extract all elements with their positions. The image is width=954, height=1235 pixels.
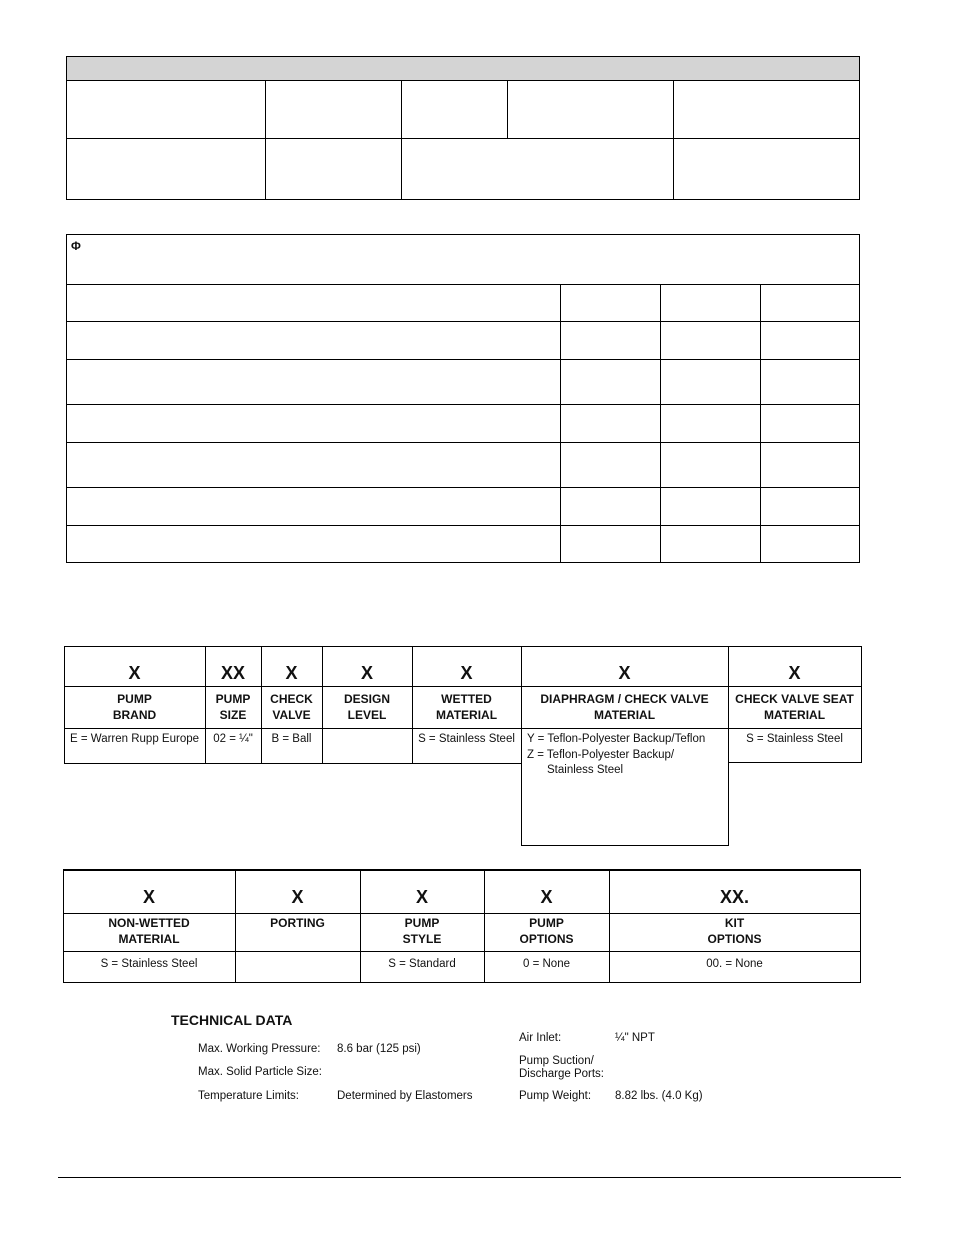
diaphragm-option-z: Z = Teflon-Polyester Backup/	[527, 748, 675, 761]
code-pump-options: X	[540, 887, 553, 907]
code-pump-size: XX	[220, 663, 245, 683]
form-table-2-col-line	[660, 284, 661, 563]
header-wetted-material: WETTED MATERIAL	[435, 692, 498, 722]
table-line	[64, 686, 862, 687]
footer-rule	[58, 1177, 901, 1178]
value-pump-brand: E = Warren Rupp Europe	[69, 733, 199, 745]
table-line	[861, 646, 862, 763]
value-diaphragm-material	[527, 732, 727, 779]
form-table-2-row-line	[66, 321, 860, 322]
form-table-2-row-line	[66, 442, 860, 443]
header-diaphragm-material: DIAPHRAGM / CHECK VALVE MATERIAL	[540, 692, 709, 722]
spec-value-temperature: Determined by Elastomers	[337, 1090, 473, 1102]
spec-label-max-pressure: Max. Working Pressure:	[198, 1043, 321, 1055]
form-table-2-row-line	[66, 404, 860, 405]
spec-label-ports: Pump Suction/ Discharge Ports:	[519, 1055, 605, 1080]
spec-label-temperature: Temperature Limits:	[198, 1090, 299, 1102]
table-line	[63, 869, 861, 871]
note-symbol: Φ	[71, 239, 81, 253]
form-table-1-divider	[66, 138, 860, 139]
code-kit-options: XX.	[719, 887, 749, 907]
code-diaphragm-material: X	[618, 663, 631, 683]
table-line	[64, 763, 521, 764]
value-kit-options: 00. = None	[706, 958, 763, 970]
spec-value-pump-weight: 8.82 lbs. (4.0 Kg)	[615, 1090, 703, 1102]
value-pump-size: 02 = ¼"	[213, 733, 253, 745]
spec-value-air-inlet: ¼" NPT	[615, 1032, 655, 1044]
form-table-2-row-line	[66, 525, 860, 526]
table-line	[64, 728, 862, 729]
spec-label-solid-particle: Max. Solid Particle Size:	[198, 1066, 322, 1078]
form-table-2-row-line	[66, 284, 860, 285]
table-line	[63, 913, 861, 914]
value-wetted-material: S = Stainless Steel	[418, 733, 515, 745]
code-pump-brand: X	[128, 663, 141, 683]
table-line	[63, 982, 861, 983]
header-pump-style: PUMP STYLE	[402, 916, 442, 946]
diaphragm-option-z-cont: Stainless Steel	[547, 764, 624, 776]
code-check-valve: X	[285, 663, 298, 683]
code-design-level: X	[360, 663, 373, 683]
form-table-2-row-line	[66, 359, 860, 360]
header-kit-options: KIT OPTIONS	[707, 916, 762, 946]
form-table-1-divider	[673, 80, 674, 200]
table-line	[521, 845, 729, 846]
spec-label-air-inlet: Air Inlet:	[519, 1032, 562, 1044]
value-seat-material: S = Stainless Steel	[746, 733, 843, 745]
header-non-wetted-material: NON-WETTED MATERIAL	[108, 916, 190, 946]
code-seat-material: X	[788, 663, 801, 683]
table-line	[63, 951, 861, 952]
value-pump-style: S = Standard	[388, 958, 456, 970]
header-pump-size: PUMP SIZE	[215, 692, 251, 722]
value-pump-options: 0 = None	[523, 958, 570, 970]
spec-value-max-pressure: 8.6 bar (125 psi)	[337, 1043, 421, 1055]
form-table-1	[66, 56, 860, 200]
header-check-valve: CHECK VALVE	[270, 692, 313, 722]
form-table-2-col-line	[560, 284, 561, 563]
form-table-1-divider	[265, 80, 266, 200]
value-check-valve: B = Ball	[271, 733, 312, 745]
header-pump-brand: PUMP BRAND	[112, 692, 157, 722]
header-seat-material: CHECK VALVE SEAT MATERIAL	[735, 692, 854, 722]
form-table-2-col-line	[760, 284, 761, 563]
table-line	[64, 646, 862, 647]
form-table-2-row-line	[66, 487, 860, 488]
table-line	[728, 762, 862, 763]
table-line	[860, 869, 861, 983]
code-wetted-material: X	[460, 663, 473, 683]
code-non-wetted-material: X	[142, 887, 155, 907]
header-pump-options: PUMP OPTIONS	[519, 916, 574, 946]
header-porting: PORTING	[270, 916, 325, 930]
value-non-wetted-material: S = Stainless Steel	[100, 958, 198, 970]
spec-label-pump-weight: Pump Weight:	[519, 1090, 592, 1102]
form-table-1-header-band	[67, 57, 859, 81]
technical-data-title: TECHNICAL DATA	[171, 1012, 293, 1028]
form-table-1-divider	[401, 80, 402, 200]
code-porting: X	[291, 887, 304, 907]
form-table-1-divider	[507, 80, 508, 138]
diaphragm-option-y: Y = Teflon-Polyester Backup/Teflon	[527, 733, 706, 745]
code-pump-style: X	[415, 887, 428, 907]
header-design-level: DESIGN LEVEL	[343, 692, 390, 722]
